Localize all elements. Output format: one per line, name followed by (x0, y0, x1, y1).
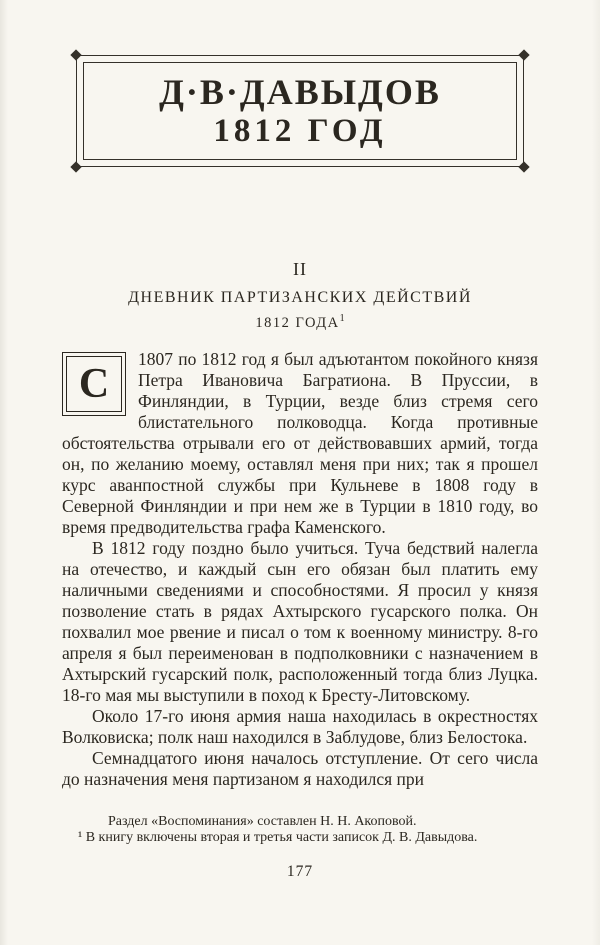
body-text (62, 349, 538, 790)
footnotes (62, 814, 538, 847)
corner-flourish-icon (70, 161, 81, 172)
footnote: Раздел «Воспоминания» составлен Н. Н. Акоповой. (108, 813, 417, 829)
book-author-title: Д·В·ДАВЫДОВ (159, 72, 441, 112)
paragraph: Семнадцатого июня началось отступление. От сего числа до назначения меня партизаном я находился при (62, 747, 538, 789)
dropcap-letter: С (66, 356, 122, 412)
title-box (76, 55, 524, 167)
footnote-reference-mark: 1 (339, 313, 345, 324)
title-box-inner-frame (83, 62, 517, 160)
book-year-title: 1812 ГОД (213, 113, 387, 149)
chapter-heading: ДНЕВНИК ПАРТИЗАНСКИХ ДЕЙСТВИЙ (128, 289, 472, 306)
dropcap-box (62, 352, 126, 416)
paragraph (62, 349, 538, 538)
paragraph: В 1812 году поздно было учиться. Туча бедствий налегла на отечество, и каждый сын его обязан был платить ему наличными сведениями и способностями. Я просил у князя позволение стать в рядах Ахтырского гусарского полка. Он похвалил мое рвение и писал о том к военному министру. 8-го апреля я был переименован в подполковники с назначением в Ахтырский гусарский полк, расположенный тогда близ Луцка. 18-го мая мы выступили в поход к Бресту-Литовскому. (62, 537, 538, 705)
corner-flourish-icon (518, 161, 529, 172)
paragraph: Около 17-го июня армия наша находилась в окрестностях Волковиска; полк наш находился в Заблудове, близ Белостока. (62, 705, 538, 747)
chapter-subheading-text: 1812 ГОДА (255, 314, 340, 331)
chapter-subheading (0, 310, 600, 332)
corner-flourish-icon (518, 49, 529, 60)
corner-flourish-icon (70, 49, 81, 60)
page-number: 177 (286, 862, 314, 880)
footnote: ¹ В книгу включены вторая и третья части записок Д. В. Давыдова. (78, 830, 478, 846)
chapter-number: II (293, 259, 307, 279)
paragraph-text: 1807 по 1812 год я был адъютантом покойного князя Петра Ивановича Багратиона. В Пруссии, в Финляндии, в Турции, везде близ стремя сего блистательного полководца. Когда противные обстоятельства отрывали его от действовавших армий, тогда он, по желанию моему, оставлял меня при них; так я прошел курс аванпостной службы при Кульневе в 1808 году в Северной Финляндии и при нем же в Турции в 1810 году, во время предводительства графа Каменского. (62, 348, 538, 537)
